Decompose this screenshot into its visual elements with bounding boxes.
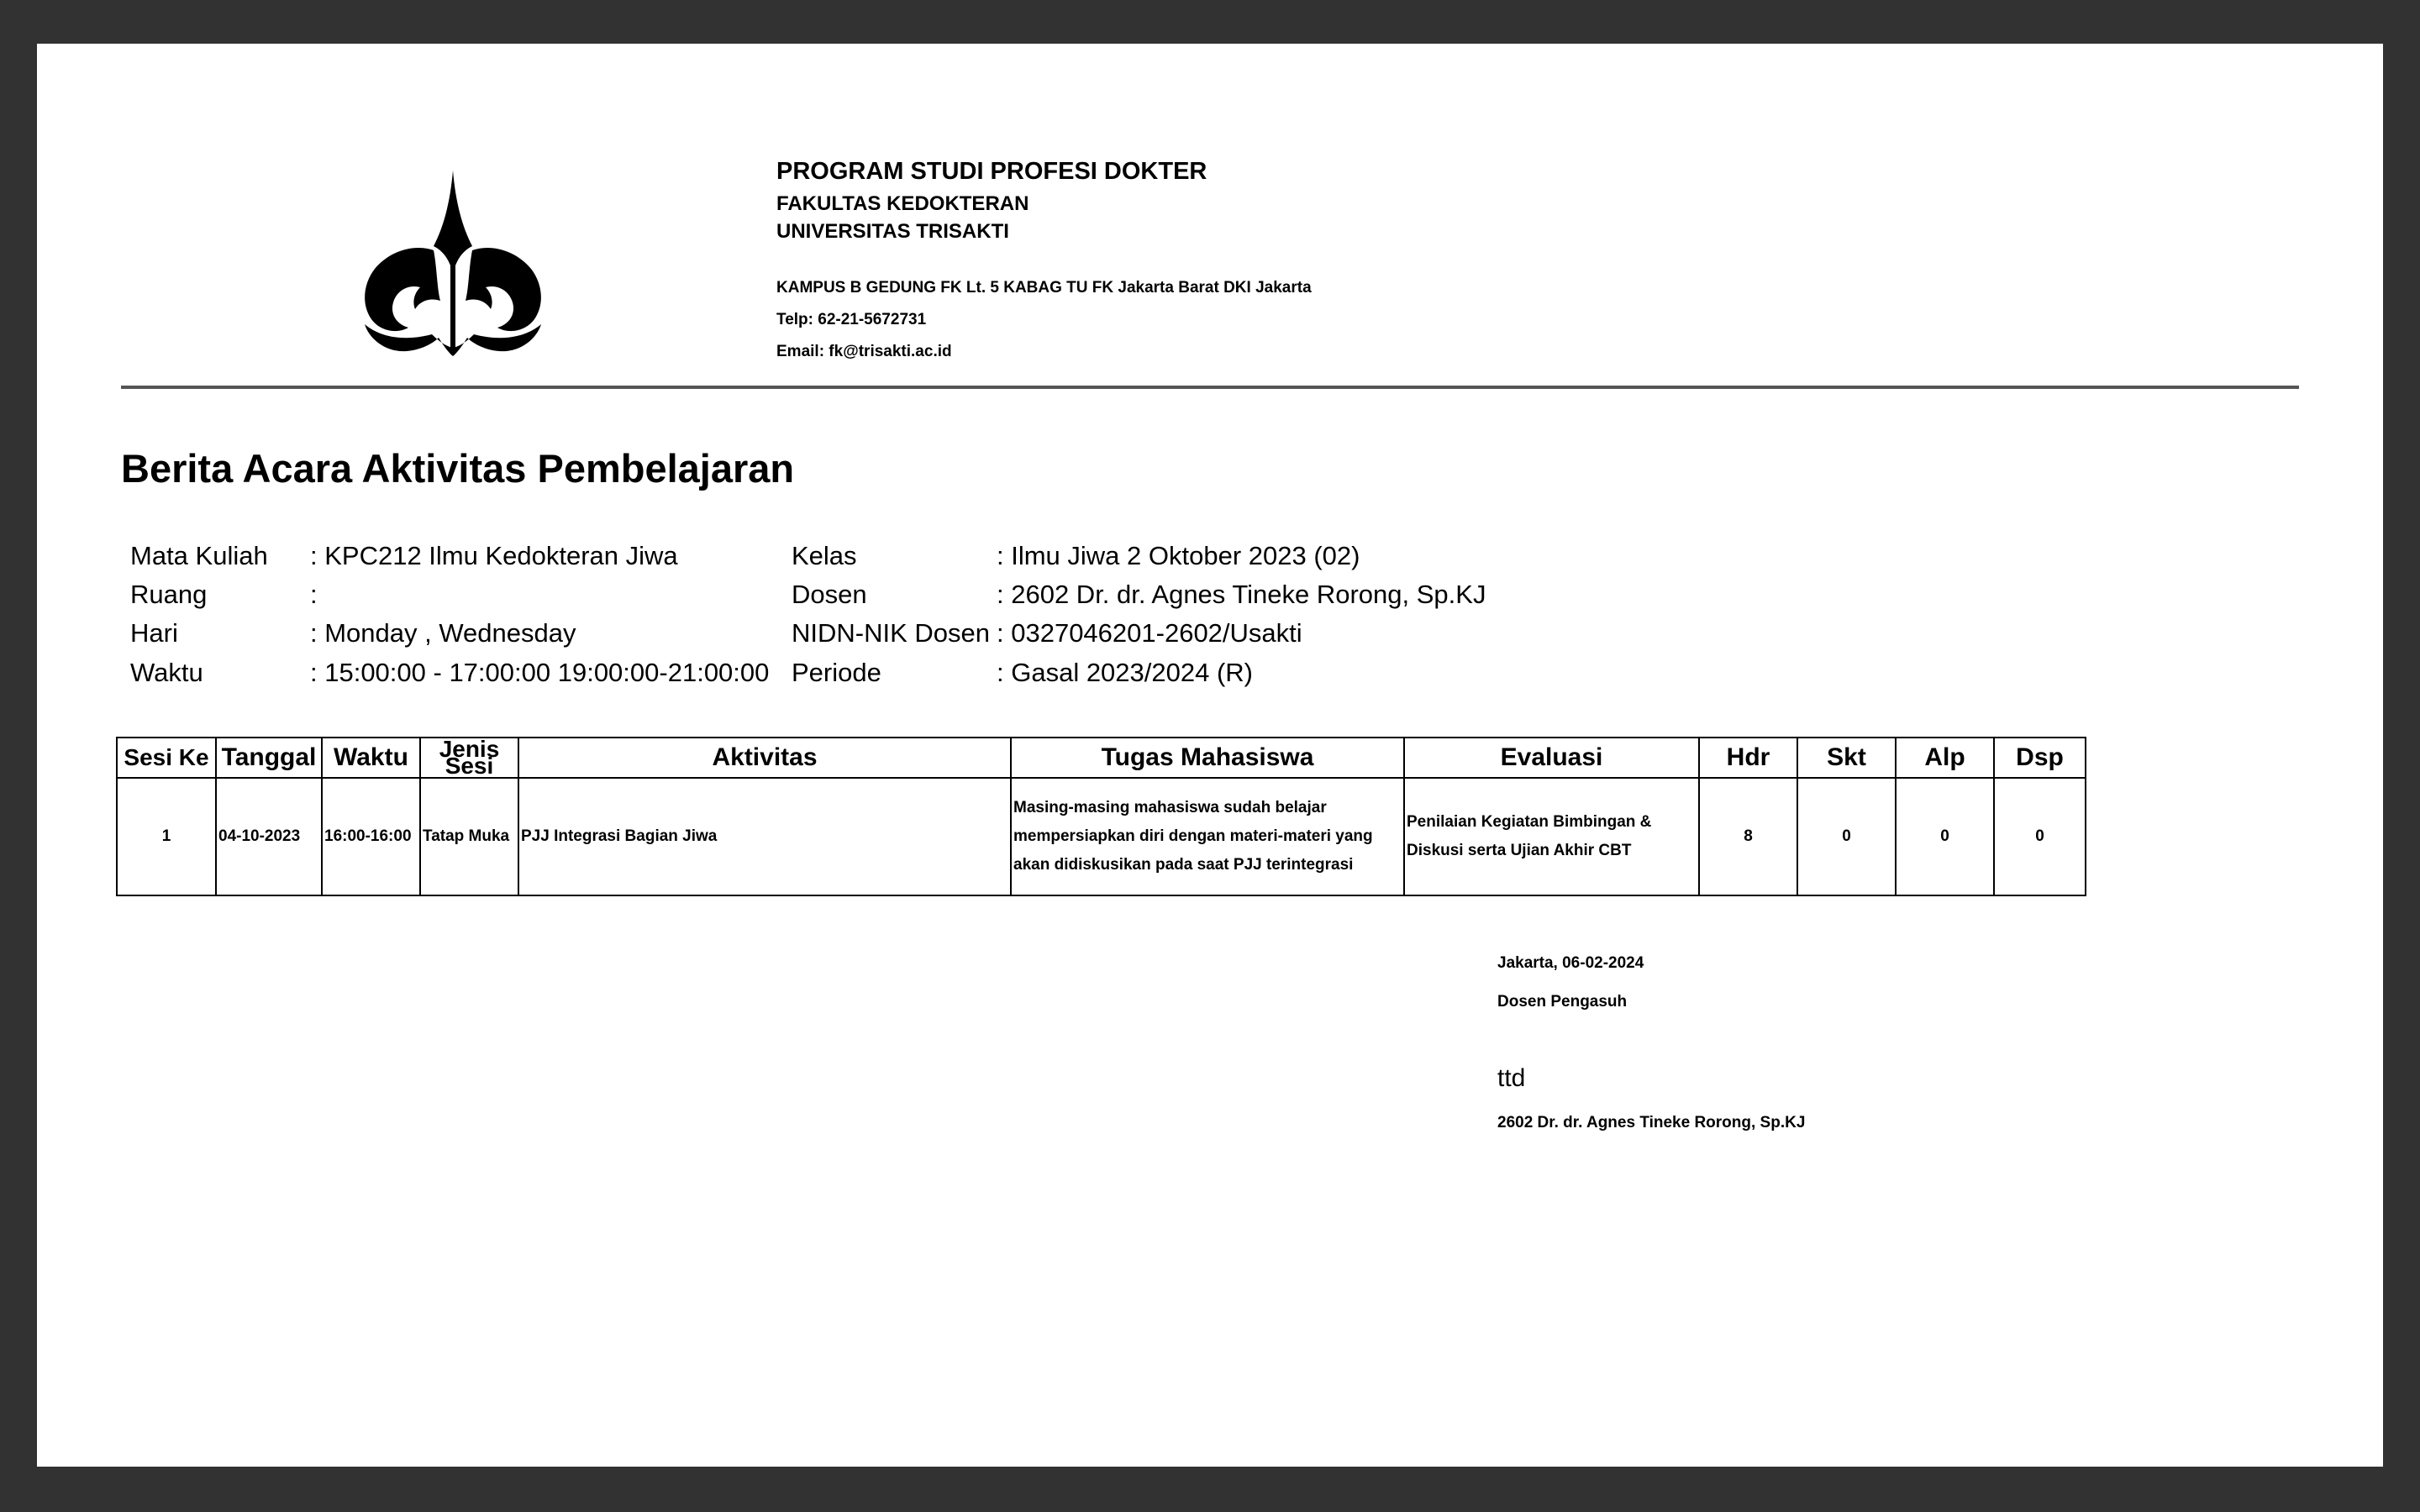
ruang-label: Ruang bbox=[130, 580, 208, 609]
table-row bbox=[117, 778, 2086, 895]
document-page bbox=[37, 44, 2383, 1467]
periode-label: Periode bbox=[792, 658, 881, 687]
nidn-label: NIDN-NIK Dosen bbox=[792, 618, 990, 648]
address-line: KAMPUS B GEDUNG FK Lt. 5 KABAG TU FK Jakarta Barat DKI Jakarta bbox=[776, 279, 1312, 297]
ruang-value: : bbox=[310, 580, 318, 609]
periode-value: : Gasal 2023/2024 (R) bbox=[997, 658, 1254, 687]
mata-kuliah-label: Mata Kuliah bbox=[130, 541, 268, 570]
cell-waktu: 16:00-16:00 bbox=[322, 778, 420, 895]
nidn-value: : 0327046201-2602/Usakti bbox=[997, 618, 1302, 648]
faculty-name: FAKULTAS KEDOKTERAN bbox=[776, 192, 1029, 215]
kelas-value: : Ilmu Jiwa 2 Oktober 2023 (02) bbox=[997, 541, 1360, 570]
signature-name: 2602 Dr. dr. Agnes Tineke Rorong, Sp.KJ bbox=[1497, 1114, 1806, 1131]
table-header-row bbox=[117, 738, 2086, 778]
cell-jenis: Tatap Muka bbox=[420, 778, 518, 895]
col-evaluasi-header: Evaluasi bbox=[1404, 738, 1699, 778]
waktu-value: : 15:00:00 - 17:00:00 19:00:00-21:00:00 bbox=[310, 658, 770, 687]
hari-value: : Monday , Wednesday bbox=[310, 618, 576, 648]
activity-table bbox=[116, 737, 2086, 896]
col-dsp-header: Dsp bbox=[1994, 738, 2086, 778]
cell-skt: 0 bbox=[1797, 778, 1896, 895]
trisakti-logo-icon bbox=[356, 166, 550, 368]
cell-aktivitas: PJJ Integrasi Bagian Jiwa bbox=[518, 778, 1011, 895]
mata-kuliah-value: : KPC212 Ilmu Kedokteran Jiwa bbox=[310, 541, 678, 570]
phone-line: Telp: 62-21-5672731 bbox=[776, 311, 927, 328]
page-title: Berita Acara Aktivitas Pembelajaran bbox=[121, 446, 795, 491]
signature-role: Dosen Pengasuh bbox=[1497, 993, 1628, 1011]
kelas-label: Kelas bbox=[792, 541, 857, 570]
cell-alp: 0 bbox=[1896, 778, 1994, 895]
dosen-label: Dosen bbox=[792, 580, 867, 609]
col-alp-header: Alp bbox=[1896, 738, 1994, 778]
email-line: Email: fk@trisakti.ac.id bbox=[776, 343, 952, 360]
signature-place-date: Jakarta, 06-02-2024 bbox=[1497, 954, 1644, 972]
cell-sesi: 1 bbox=[117, 778, 216, 895]
cell-hdr: 8 bbox=[1699, 778, 1797, 895]
hari-label: Hari bbox=[130, 618, 178, 648]
signature-ttd: ttd bbox=[1497, 1064, 1526, 1092]
cell-dsp: 0 bbox=[1994, 778, 2086, 895]
col-hdr-header: Hdr bbox=[1699, 738, 1797, 778]
cell-tugas: Masing-masing mahasiswa sudah belajar mempersiapkan diri dengan materi-materi yang akan didiskusikan pada saat PJJ terintegrasi bbox=[1011, 778, 1404, 895]
col-waktu-header: Waktu bbox=[322, 738, 420, 778]
col-tugas-header: Tugas Mahasiswa bbox=[1011, 738, 1404, 778]
col-skt-header: Skt bbox=[1797, 738, 1896, 778]
cell-evaluasi: Penilaian Kegiatan Bimbingan & Diskusi serta Ujian Akhir CBT bbox=[1404, 778, 1699, 895]
waktu-label: Waktu bbox=[130, 658, 203, 687]
col-aktivitas-header: Aktivitas bbox=[518, 738, 1011, 778]
col-sesi-header: Sesi Ke bbox=[117, 738, 216, 778]
program-name: PROGRAM STUDI PROFESI DOKTER bbox=[776, 158, 1207, 185]
header-divider bbox=[121, 386, 2299, 389]
dosen-value: : 2602 Dr. dr. Agnes Tineke Rorong, Sp.KJ bbox=[997, 580, 1486, 609]
cell-tanggal: 04-10-2023 bbox=[216, 778, 322, 895]
col-tanggal-header: Tanggal bbox=[216, 738, 322, 778]
col-jenis-header: Jenis Sesi bbox=[420, 738, 518, 778]
university-name: UNIVERSITAS TRISAKTI bbox=[776, 220, 1009, 243]
